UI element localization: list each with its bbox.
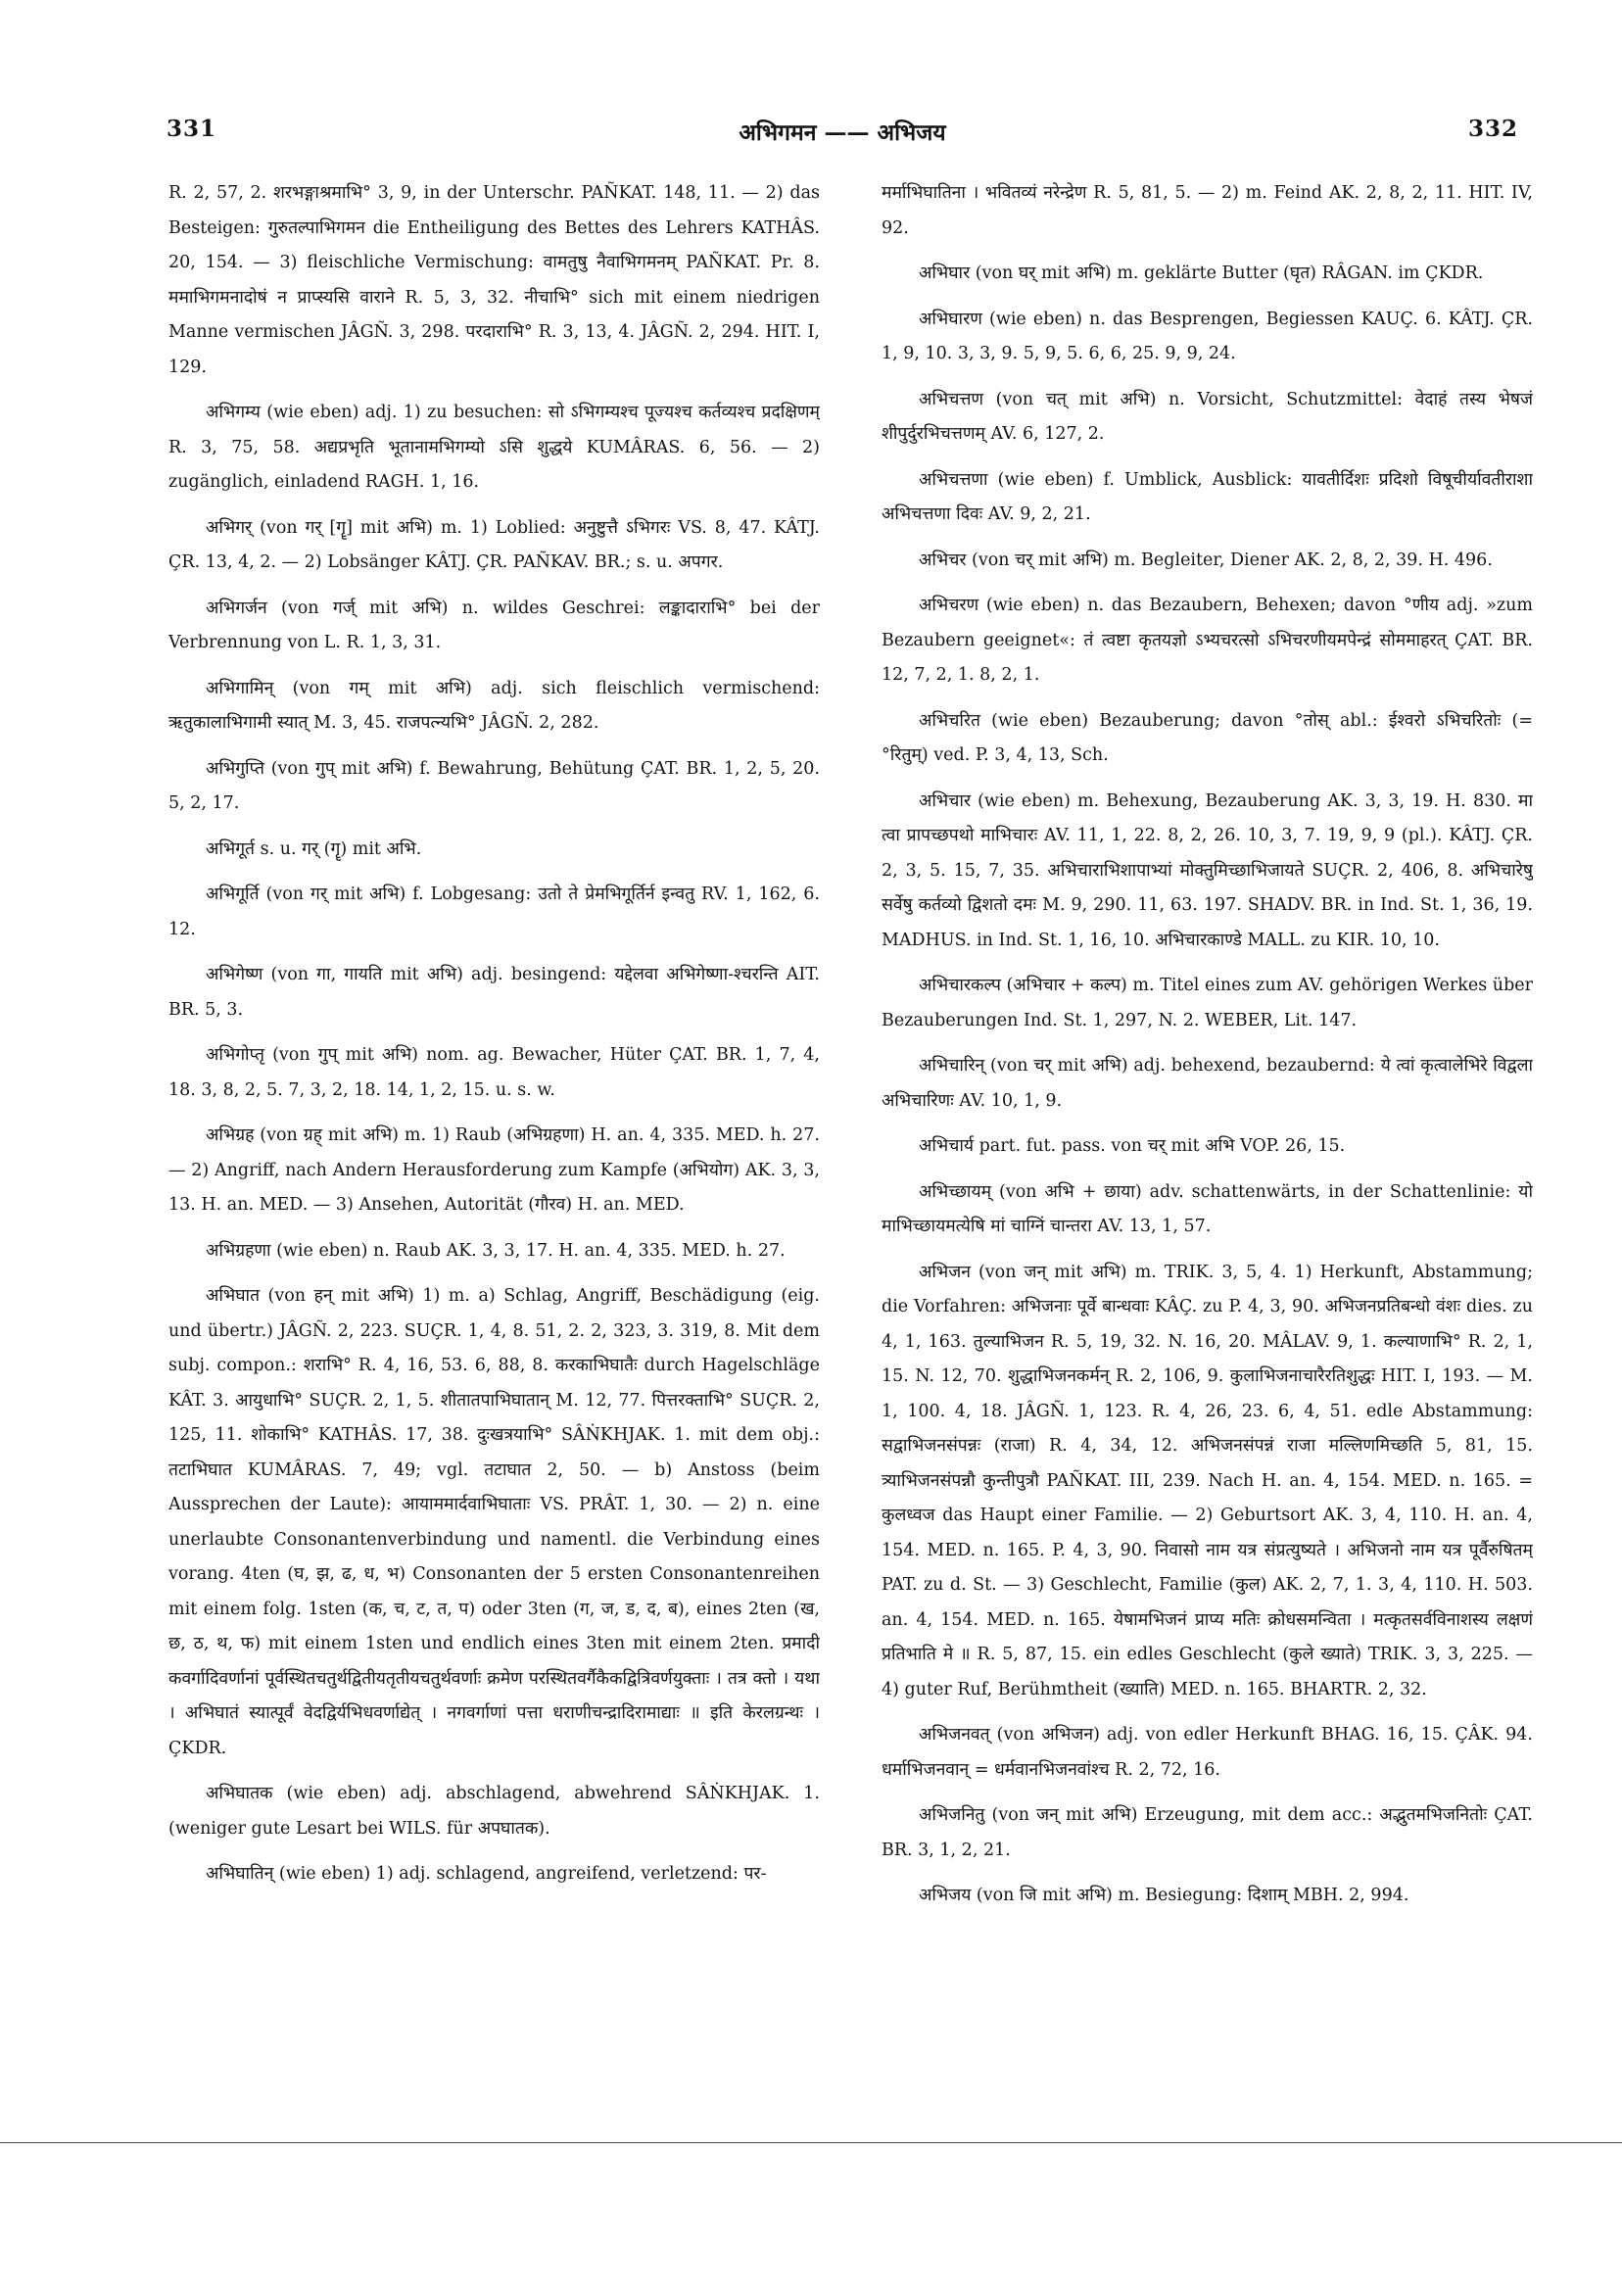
entry-abhicaksana-f: अभिचत्तणा (wie eben) f. Umblick, Ausblick: यावतीर्दिशः प्रदिशो विषूचीर्यावतीराशा अभिचत्तणा दिवः AV. 9, 2, 21. <box>882 469 1533 524</box>
entry-abhicarin: अभिचारिन् (von चर् mit अभि) adj. behexend, bezaubernd: ये त्वां कृत्वालेभिरे विद्वला अभिचारिणः AV. 10, 1, 9. <box>882 1056 1533 1111</box>
entry-abhigamya: अभिगम्य (wie eben) adj. 1) zu besuchen: सो ऽभिगम्यश्च पूज्यश्च कर्तव्यश्च प्रदक्षिणम् R. 3, 75, 58. अद्यप्रभृति भूतानामभिगम्यो ऽसि शुद्धये KUMÂRAS. 6, 56. — 2) zugänglich, einladend RAGH. 1, 16. <box>168 403 820 492</box>
entry-abhigoptr: अभिगोप्तृ (von गुप् mit अभि) nom. ag. Bewacher, Hüter ÇAT. BR. 1, 7, 4, 18. 3, 8, 2, 5. 7, 3, 2, 18. 14, 1, 2, 15. u. s. w. <box>168 1045 820 1100</box>
entry-abhigarjana: अभिगर्जन (von गर्ज् mit अभि) n. wildes Geschrei: लङ्कादाराभि° bei der Verbrennung von L. R. 1, 3, 31. <box>168 598 820 652</box>
entry-abhicaksana: अभिचत्तण (von चत् mit अभि) n. Vorsicht, Schutzmittel: वेदाहं तस्य भेषजं शीपुर्दुरभिचत्तणम् AV. 6, 127, 2. <box>882 389 1533 444</box>
left-column <box>168 176 820 2018</box>
entry-abhigurti: अभिगूर्ति (von गर् mit अभि) f. Lobgesang: उतो ते प्रेमभिगूर्तिर्न इन्वतु RV. 1, 162, 6. 12. <box>168 885 820 939</box>
running-title: अभिगमन —— अभिजय <box>739 120 946 146</box>
entry-abhigrahana: अभिग्रहणा (wie eben) n. Raub AK. 3, 3, 17. H. an. 4, 335. MED. h. 27. <box>206 1240 786 1261</box>
entry-abhighata: अभिघात (von हन् mit अभि) 1) m. a) Schlag, Angriff, Beschädigung (eig. und übertr.) JÂGÑ. 2, 223. SUÇR. 1, 4, 8. 51, 2. 2, 323, 3. 319, 8. Mit dem subj. compon.: शराभि° R. 4, 16, 53. 6, 88, 8. करकाभिघातैः durch Hagelschläge KÂT. 3. आयुधाभि° SUÇR. 2, 1, 5. शीतातपाभिघातान् M. 12, 77. पित्तरक्ताभि° SUÇR. 2, 125, 11. शोकाभि° KATHÂS. 17, 38. दुःखत्रयाभि° SÂṄKHJAK. 1. mit dem obj.: तटाभिघात KUMÂRAS. 7, 49; vgl. तटाघात 2, 50. — b) Anstoss (beim Aussprechen der Laute): आयाममार्दवाभिघाताः VS. PRÂT. 1, 30. — 2) n. eine unerlaubte Consonantenverbindung und namentl. die Verbindung eines vorang. 4ten (घ, झ, ढ, ध, भ) Consonanten der 5 ersten Consonantenreihen mit einem folg. 1sten (क, च, ट, त, प) oder 3ten (ग, ज, ड, द, ब), eines 2ten (ख, छ, ठ, थ, फ) mit einem 1sten und endlich eines 3ten mit einem 2ten. प्रमादी कवर्गादिवर्णानां पूर्वस्थितचतुर्थद्वितीयतृतीयचतुर्थवर्णाः क्रमेण परस्थितवर्गैकैकद्वित्रिवर्णयुक्ताः । तत्र क्तो । यथा । अभिघातं स्यात्पूर्वं वेदद्विर्यभिधवर्णाद्येत् । नगवर्गाणां पत्ता धराणीचन्द्रादिरामाद्याः ॥ इति केरलग्रन्थः । ÇKDR. <box>168 1286 820 1758</box>
entry-abhigar: अभिगर् (von गर् [गॄ] mit अभि) m. 1) Loblied: अनुष्टुत्तै ऽभिगरः VS. 8, 47. KÂTJ. ÇR. 13, 4, 2. — 2) Lobsänger KÂTJ. ÇR. PAÑKAV. BR.; s. u. अपगर. <box>168 517 820 572</box>
page-number-left: 331 <box>167 116 217 142</box>
entry-abhigurta: अभिगूर्त s. u. गर् (गॄ) mit अभि. <box>206 838 422 859</box>
entry-abhigamin: अभिगामिन् (von गम् mit अभि) adj. sich fleischlich vermischend: ऋतुकालाभिगामी स्यात् M. 3, 45. राजपत्न्यभि° JÂGÑ. 2, 282. <box>168 678 820 733</box>
entry-abhicarita: अभिचरित (wie eben) Bezauberung; davon °तोस् abl.: ईश्वरो ऽभिचरितोः (= °रितुम्) ved. P. 3, 4, 13, Sch. <box>882 710 1533 765</box>
entry-abhicara-m: अभिचार (wie eben) m. Behexung, Bezauberung AK. 3, 3, 19. H. 830. मा त्वा प्रापच्छपथो माभिचारः AV. 11, 1, 22. 8, 2, 26. 10, 3, 7. 19, 9, 9 (pl.). KÂTJ. ÇR. 2, 3, 5. 15, 7, 35. अभिचाराभिशापाभ्यां मोक्तुमिच्छाभिजायते SUÇR. 2, 406, 8. अभिचारेषु सर्वेषु कर्तव्यो द्विशतो दमः M. 9, 290. 11, 63. 197. SHADV. BR. in Ind. St. 1, 36, 19. MADHUS. in Ind. St. 1, 16, 10. अभिचारकाण्डे MALL. zu KIR. 10, 10. <box>882 790 1533 950</box>
entry-abhijaya: अभिजय (von जि mit अभि) m. Besiegung: दिशाम् MBH. 2, 994. <box>919 1886 1409 1905</box>
entry-abhigeshna: अभिगेष्ण (von गा, गायति mit अभि) adj. besingend: यद्देलवा अभिगेष्णा-श्चरन्ति AIT. BR. 5, 3. <box>168 965 820 1020</box>
entry-abhicara: अभिचर (von चर् mit अभि) m. Begleiter, Diener AK. 2, 8, 2, 39. H. 496. <box>919 550 1493 570</box>
entry-abhigraha: अभिग्रह (von ग्रह् mit अभि) m. 1) Raub (अभिग्रहणा) H. an. 4, 335. MED. h. 27. — 2) Angriff, nach Andern Herausforderung zum Kampfe (अभियोग) AK. 3, 3, 13. H. an. MED. — 3) Ansehen, Autorität (गौरव) H. an. MED. <box>168 1125 820 1215</box>
entry-continuation: R. 2, 57, 2. शरभङ्गाश्रमाभि° 3, 9, in der Unterschr. PAÑKAT. 148, 11. — 2) das Besteigen: गुरुतल्पाभिगमन die Entheiligung des Bettes des Lehrers KATHÂS. 20, 154. — 3) fleischliche Vermischung: वामतुषु नैवाभिगमनम् PAÑKAT. Pr. 8. ममाभिगमनादोषं न प्राप्स्यसि वाराने R. 5, 3, 32. नीचाभि° sich mit einem niedrigen Manne vermischen JÂGÑ. 3, 298. परदाराभि° R. 3, 13, 4. JÂGÑ. 2, 294. HIT. I, 129. <box>168 183 820 377</box>
entry-abhighara: अभिघार (von घर् mit अभि) m. geklärte Butter (घृत) RÂGAN. im ÇKDR. <box>919 263 1484 283</box>
entry-abhigupti: अभिगुप्ति (von गुप् mit अभि) f. Bewahrung, Behütung ÇAT. BR. 1, 2, 5, 20. 5, 2, 17. <box>168 758 820 813</box>
entry-abhighataka: अभिघातक (wie eben) adj. abschlagend, abwehrend SÂṄKHJAK. 1. (weniger gute Lesart bei WILS. für अपघातक). <box>168 1784 820 1839</box>
right-column <box>882 176 1533 2018</box>
entry-abhicarana: अभिचरण (wie eben) n. das Bezaubern, Behexen; davon °णीय adj. »zum Bezaubern geeignet«: तं त्वष्टा कृतयज्ञो ऽभ्यचरत्सो ऽभिचरणीयमपेन्द्रं सोममाहरत् ÇAT. BR. 12, 7, 2, 1. 8, 2, 1. <box>882 596 1533 685</box>
entry-abhigharana: अभिघारण (wie eben) n. das Besprengen, Begiessen KAUÇ. 6. KÂTJ. ÇR. 1, 9, 10. 3, 3, 9. 5, 9, 5. 6, 6, 25. 9, 9, 24. <box>882 309 1533 363</box>
entry-abhighatin: अभिघातिन् (wie eben) 1) adj. schlagend, angreifend, verletzend: पर- <box>206 1864 767 1884</box>
entry-continuation: मर्माभिघातिना । भवितव्यं नरेन्द्रेण R. 5, 81, 5. — 2) m. Feind AK. 2, 8, 2, 11. HIT. IV, 92. <box>882 183 1533 238</box>
entry-abhijanitu: अभिजनितु (von जन् mit अभि) Erzeugung, mit dem acc.: अद्भुतमभिजनितोः ÇAT. BR. 3, 1, 2, 21. <box>882 1805 1533 1860</box>
entry-abhijanavat: अभिजनवत् (von अभिजन) adj. von edler Herkunft BHAG. 16, 15. ÇÂK. 94. धर्माभिजनवान् = धर्मवानभिजनवांश्च R. 2, 72, 16. <box>882 1725 1533 1780</box>
entry-abhijana: अभिजन (von जन् mit अभि) m. TRIK. 3, 5, 4. 1) Herkunft, Abstammung; die Vorfahren: अभिजनाः पूर्वे बान्धवाः KÂÇ. zu P. 4, 3, 90. अभिजनप्रतिबन्धो वंशः dies. zu 4, 1, 163. तुल्याभिजन R. 5, 19, 32. N. 16, 20. MÂLAV. 9, 1. कल्याणाभि° R. 2, 1, 15. N. 12, 70. शुद्धाभिजनकर्मन् R. 2, 106, 9. कुलाभिजनाचारैरतिशुद्धः HIT. I, 193. — M. 1, 100. 4, 18. JÂGÑ. 1, 123. R. 4, 26, 23. 6, 4, 51. edle Abstammung: सद्वाभिजनसंपन्नः (राजा) R. 4, 34, 12. अभिजनसंपन्नं राजा मल्लिणमिच्छति 5, 81, 15. त्र्याभिजनसंपन्नौ कुन्तीपुत्रौ PAÑKAT. III, 239. Nach H. an. 4, 154. MED. n. 165. = कुलध्वज das Haupt einer Familie. — 2) Geburtsort AK. 3, 4, 110. H. an. 4, 154. MED. n. 165. P. 4, 3, 90. निवासो नाम यत्र संप्रत्युष्यते । अभिजनो नाम यत्र पूर्वैरुषितम् PAT. zu d. St. — 3) Geschlecht, Familie (कुल) AK. 2, 7, 1. 3, 4, 110. H. 503. an. 4, 154. MED. n. 165. येषामभिजनं प्राप्य मतिः क्रोधसमन्विता । मत्कृतसर्वविनाशस्य लक्षणं प्रतिभाति मे ॥ R. 5, 87, 15. ein edles Geschlecht (कुले ख्याते) TRIK. 3, 3, 225. — 4) guter Ruf, Berühmtheit (ख्याति) MED. n. 165. BHARTR. 2, 32. <box>882 1262 1533 1699</box>
entry-abhicarakalpa: अभिचारकल्प (अभिचार + कल्प) m. Titel eines zum AV. gehörigen Werkes über Bezauberungen Ind. St. 1, 297, N. 2. WEBER, Lit. 147. <box>882 976 1533 1030</box>
page-header <box>167 116 1518 155</box>
entry-abhicchayam: अभिच्छायम् (von अभि + छाया) adv. schattenwärts, in der Schattenlinie: यो माभिच्छायमत्येषि मां चाग्निं चान्तरा AV. 13, 1, 57. <box>882 1181 1533 1236</box>
footer-rule <box>0 2142 1622 2143</box>
page-number-right: 332 <box>1467 116 1518 142</box>
entry-abhicarya: अभिचार्य part. fut. pass. von चर् mit अभि VOP. 26, 15. <box>919 1136 1346 1156</box>
